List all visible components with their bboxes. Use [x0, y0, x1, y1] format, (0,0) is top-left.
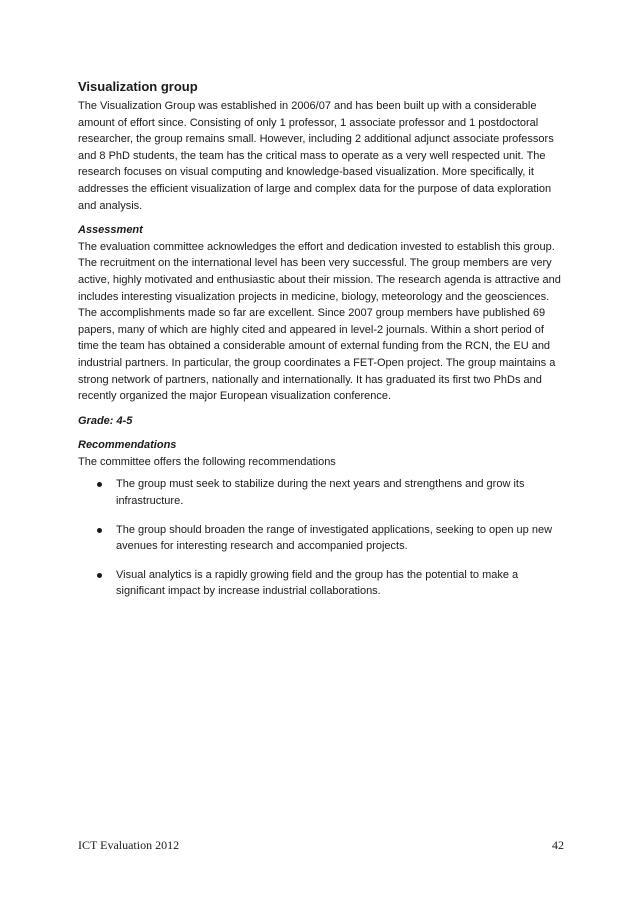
section-intro: The Visualization Group was established in 2006/07 and has been built up with a considerable amount of effort since. Consisting of only 1 professor, 1 associate professor and 1 postdoctoral researcher, the group remains small. However, including 2 additional adjunct associate professors and 8 PhD students, the team has the critical mass to operate as a very well respected unit. The research focuses on visual computing and knowledge-based visualization. More specifically, it addresses the efficient visualization of large and complex data for the purpose of data exploration and analysis. — [78, 100, 554, 212]
page-number: 42 — [552, 838, 564, 852]
assessment-text: The evaluation committee acknowledges the effort and dedication invested to establish this group. The recruitment on the international level has been very successful. The group members are very active, highly motivated and enthusiastic about their mission. The research agenda is attractive and includes interesting visualization projects in medicine, biology, meteorology and the geosciences. The accomplishments made so far are excellent. Since 2007 group members have published 69 papers, many of which are highly cited and appeared in level-2 journals. Within a short period of time the team has obtained a considerable amount of external funding from the RCN, the EU and industrial partners. In particular, the group coordinates a FET-Open project. The group maintains a strong network of partners, nationally and internationally. It has graduated its first two PhDs and recently organized the major European visualization conference. — [78, 240, 561, 403]
page-content — [78, 78, 564, 612]
section-title: Visualization group — [78, 79, 198, 94]
list-item — [78, 567, 564, 600]
assessment-heading: Assessment — [78, 224, 143, 237]
bullet-icon — [97, 573, 102, 578]
bullet-icon — [97, 528, 102, 533]
recommendation-text: The group must seek to stabilize during the next years and strengthens and grow its infrastructure. — [116, 478, 525, 508]
bullet-icon — [97, 482, 102, 487]
list-item — [78, 522, 564, 555]
recommendations-list — [78, 476, 564, 600]
list-item — [78, 476, 564, 509]
recommendation-text: Visual analytics is a rapidly growing field and the group has the potential to make a significant impact by increase industrial collaborations. — [116, 568, 519, 598]
grade-label: Grade: 4-5 — [78, 414, 133, 427]
footer-title: ICT Evaluation 2012 — [78, 838, 180, 852]
recommendation-text: The group should broaden the range of investigated applications, seeking to open up new avenues for interesting research and accompanied projects. — [116, 523, 553, 553]
recommendations-heading: Recommendations — [78, 439, 177, 452]
recommendations-intro: The committee offers the following recommendations — [78, 455, 336, 468]
